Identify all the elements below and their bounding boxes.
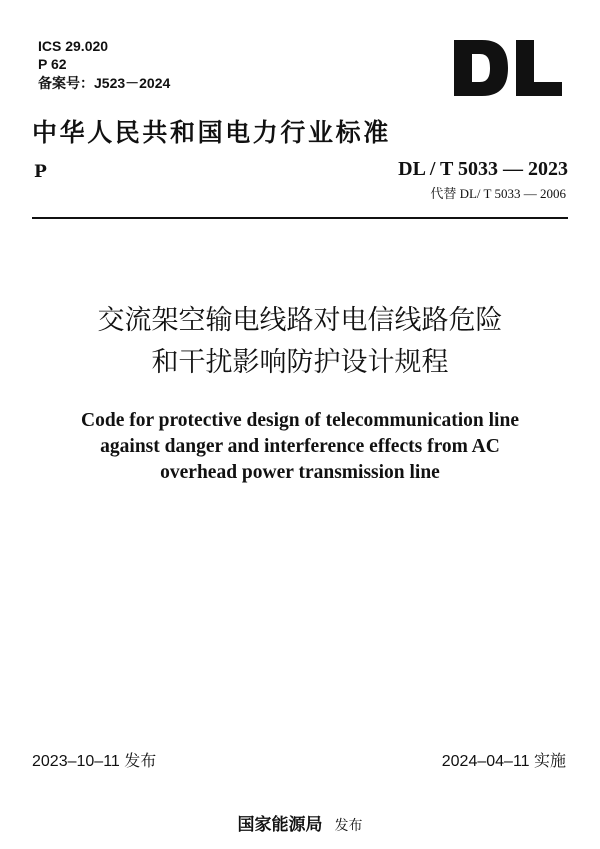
title-chinese-line-1: 交流架空输电线路对电信线路危险 [97, 305, 503, 336]
dl-logo-letter-d [454, 40, 508, 96]
category-code: P 62 [38, 56, 67, 72]
header-divider [32, 217, 568, 219]
dl-logo-letter-l [516, 40, 562, 96]
issue-date: 2023–10–11 发布 [32, 753, 157, 770]
effective-date: 2024–04–11 实施 [441, 753, 566, 770]
title-english-line-3: overhead power transmission line [160, 462, 440, 483]
category-letter: P [34, 162, 47, 182]
title-english-line-1: Code for protective design of telecommunication line [81, 410, 519, 431]
organization-title: 中华人民共和国电力行业标准 [32, 118, 391, 147]
publisher [0, 814, 600, 837]
standard-code: DL / T 5033 — 2023 [398, 158, 568, 180]
title-english-line-2: against danger and interference effects from AC [100, 436, 500, 457]
record-number: 备案号：J523－2024 [38, 75, 171, 91]
publisher-name: 国家能源局 [237, 815, 323, 835]
publisher-action: 发布 [334, 818, 363, 834]
ics-number: ICS 29.020 [38, 38, 109, 54]
dl-logo [452, 38, 564, 98]
replaces-standard: 代替 DL/ T 5033 — 2006 [430, 186, 566, 201]
title-chinese-line-2: 和干扰影响防护设计规程 [151, 347, 449, 378]
